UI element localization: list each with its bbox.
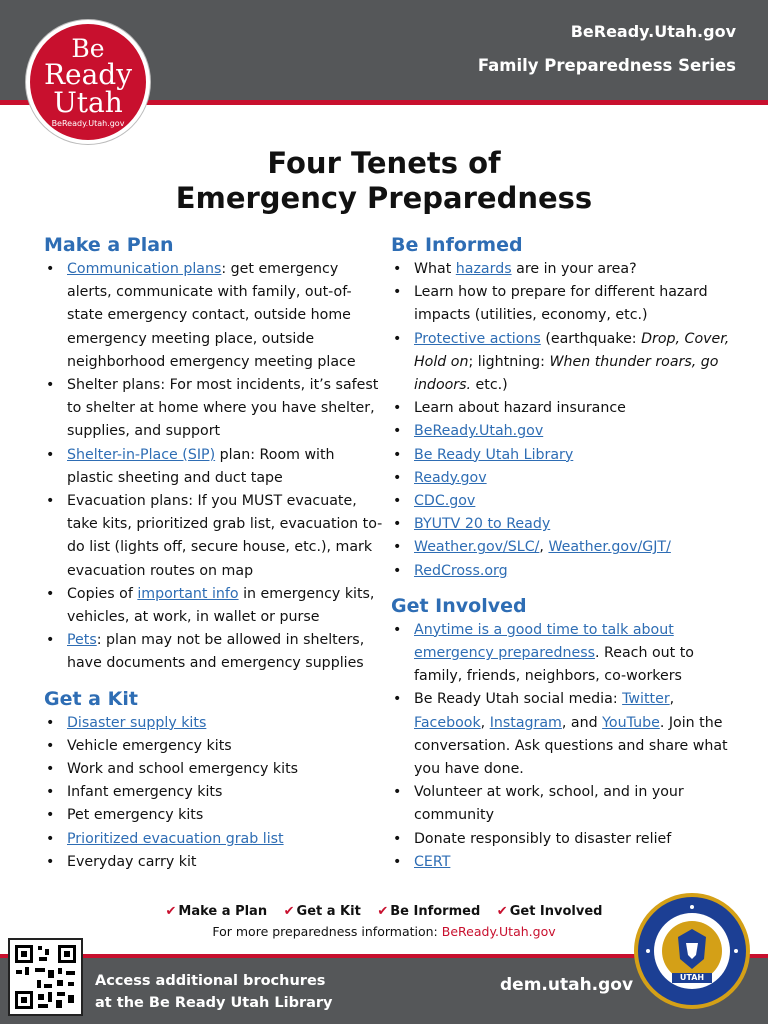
- twitter-link[interactable]: Twitter: [622, 691, 670, 708]
- weather-gjt-link[interactable]: Weather.gov/GJT/: [548, 539, 671, 556]
- list-item: • Pet emergency kits: [44, 804, 384, 827]
- list-item: • Infant emergency kits: [44, 781, 384, 804]
- disaster-supply-kits-link[interactable]: Disaster supply kits: [67, 714, 207, 731]
- title-line-1: Four Tenets of: [267, 146, 501, 180]
- list-item: [44, 258, 384, 374]
- title-line-2: Emergency Preparedness: [175, 181, 593, 215]
- byutv-link[interactable]: BYUTV 20 to Ready: [414, 516, 551, 533]
- hazards-link[interactable]: hazards: [455, 261, 512, 277]
- check-item: [377, 904, 480, 919]
- item-text: plan: Room with plastic sheeting and duct tape: [67, 446, 335, 486]
- list-item: [391, 851, 736, 874]
- list-item: • Vehicle emergency kits: [44, 735, 384, 758]
- checkmark-icon: ✔: [283, 904, 295, 919]
- protective-actions-link[interactable]: Protective actions: [414, 330, 541, 347]
- important-info-link[interactable]: important info: [137, 585, 239, 602]
- grab-list-link[interactable]: Prioritized evacuation grab list: [67, 830, 284, 847]
- list-item: [44, 828, 384, 851]
- weather-slc-link[interactable]: Weather.gov/SLC/: [414, 539, 540, 556]
- ready-gov-link[interactable]: Ready.gov: [414, 469, 487, 486]
- list-item: [391, 444, 736, 467]
- list-item: • Volunteer at work, school, and in your community: [391, 781, 736, 827]
- logo-text-ready: Ready: [43, 58, 133, 91]
- list-item: [44, 629, 384, 675]
- communication-plans-link[interactable]: Communication plans: [67, 261, 222, 277]
- item-text: Be Ready Utah social media:: [414, 691, 623, 708]
- checkmark-icon: ✔: [165, 904, 177, 919]
- check-label: Make a Plan: [178, 904, 268, 919]
- list-item: • Donate responsibly to disaster relief: [391, 828, 736, 851]
- header-site-link[interactable]: BeReady.Utah.gov: [570, 22, 736, 41]
- talk-about-preparedness-link[interactable]: Anytime is a good time to talk about emergency preparedness: [414, 621, 674, 662]
- list-item: [391, 490, 736, 513]
- list-item: [391, 560, 736, 583]
- page-title: [0, 146, 768, 216]
- list-item: [391, 536, 736, 559]
- list-item: [391, 513, 736, 536]
- item-text: Shelter plans: For most incidents, it’s safest to shelter at home where you have shelter, supplies, and support: [67, 377, 379, 440]
- redcross-link[interactable]: RedCross.org: [414, 562, 508, 579]
- item-text: are in your area?: [511, 261, 637, 277]
- beready-utah-link[interactable]: BeReady.Utah.gov: [414, 423, 544, 440]
- list-item: [44, 583, 384, 629]
- youtube-link[interactable]: YouTube: [602, 714, 660, 731]
- item-text: When thunder roars, go indoors.: [414, 353, 719, 394]
- item-text: Copies of: [67, 585, 138, 602]
- separator: ,: [480, 714, 490, 731]
- be-ready-utah-logo: [26, 20, 150, 144]
- item-text: What: [414, 261, 456, 277]
- separator: , and: [561, 714, 603, 731]
- item-text: Drop, Cover, Hold on: [414, 330, 730, 370]
- qr-code-icon[interactable]: [8, 938, 83, 1016]
- instagram-link[interactable]: Instagram: [489, 714, 562, 731]
- heading-make-a-plan: Make a Plan: [44, 234, 174, 256]
- logo-text-utah: Utah: [53, 86, 123, 119]
- facebook-link[interactable]: Facebook: [414, 714, 481, 731]
- get-involved-list: [391, 619, 736, 874]
- be-informed-list: [391, 258, 736, 583]
- more-info-link[interactable]: BeReady.Utah.gov: [441, 924, 556, 939]
- check-item: [284, 904, 361, 919]
- list-item: [391, 619, 736, 689]
- list-item: [391, 258, 736, 281]
- check-label: Get Involved: [509, 904, 603, 919]
- separator: ,: [539, 539, 549, 556]
- item-text: ; lightning:: [468, 353, 550, 370]
- check-label: Get a Kit: [296, 904, 361, 919]
- item-text: . Reach out to family, friends, neighbors, co-workers: [414, 645, 694, 685]
- heading-get-a-kit: Get a Kit: [44, 687, 138, 710]
- list-item: • Learn how to prepare for different hazard impacts (utilities, economy, etc.): [391, 281, 736, 327]
- access-line-1: Access additional brochures: [95, 973, 326, 989]
- list-item: [44, 374, 384, 444]
- item-text: Evacuation plans: If you MUST evacuate, take kits, prioritized grab list, evacuation to-do list (lights off, secure house, etc.), mark evacuation routes on map: [67, 493, 383, 579]
- list-item: [391, 688, 736, 781]
- be-ready-utah-library-link[interactable]: Be Ready Utah Library: [414, 446, 574, 463]
- pets-link[interactable]: Pets: [67, 632, 97, 649]
- get-a-kit-list: [44, 712, 384, 874]
- series-title: Family Preparedness Series: [477, 56, 736, 75]
- check-item: [497, 904, 603, 919]
- access-line-2: at the Be Ready Utah Library: [95, 995, 333, 1011]
- cdc-gov-link[interactable]: CDC.gov: [414, 493, 476, 510]
- logo-text-be: Be: [71, 34, 105, 63]
- list-item: [44, 490, 384, 583]
- heading-get-involved: Get Involved: [391, 594, 527, 617]
- department-public-safety-seal-icon: [634, 893, 750, 1009]
- checkmark-icon: ✔: [377, 904, 389, 919]
- list-item: [391, 467, 736, 490]
- item-text: : get emergency alerts, communicate with family, out-of-state emergency contact, outside home emergency meeting place, outside neighborhood emergency meeting place: [67, 261, 356, 370]
- item-text: (earthquake:: [540, 330, 642, 347]
- logo-ring-text: BeReady.Utah.gov: [51, 119, 125, 128]
- shelter-in-place-link[interactable]: Shelter-in-Place (SIP): [67, 446, 216, 463]
- heading-be-informed: Be Informed: [391, 234, 523, 256]
- list-item: • Work and school emergency kits: [44, 758, 384, 781]
- item-text: etc.): [471, 377, 508, 394]
- item-text: . Join the conversation. Ask questions and share what you have done.: [414, 714, 728, 778]
- cert-link[interactable]: CERT: [414, 853, 451, 870]
- list-item: [44, 444, 384, 490]
- list-item: [44, 712, 384, 735]
- separator: ,: [669, 691, 675, 708]
- item-text: in emergency kits, vehicles, at work, in wallet or purse: [67, 585, 375, 626]
- list-item: [391, 328, 736, 398]
- dem-utah-gov-link[interactable]: dem.utah.gov: [500, 975, 634, 995]
- item-text: : plan may not be allowed in shelters, have documents and emergency supplies: [67, 632, 365, 672]
- check-label: Be Informed: [390, 904, 481, 919]
- list-item: • Learn about hazard insurance: [391, 397, 736, 420]
- list-item: [391, 420, 736, 443]
- check-item: [166, 904, 268, 919]
- right-column: [391, 232, 736, 880]
- access-brochures-text: [95, 970, 333, 1014]
- list-item: • Everyday carry kit: [44, 851, 384, 874]
- seal-text: UTAH: [679, 973, 705, 982]
- more-info-label: For more preparedness information:: [212, 924, 438, 939]
- left-column: [44, 232, 384, 880]
- make-a-plan-list: [44, 258, 384, 676]
- checkmark-icon: ✔: [496, 904, 508, 919]
